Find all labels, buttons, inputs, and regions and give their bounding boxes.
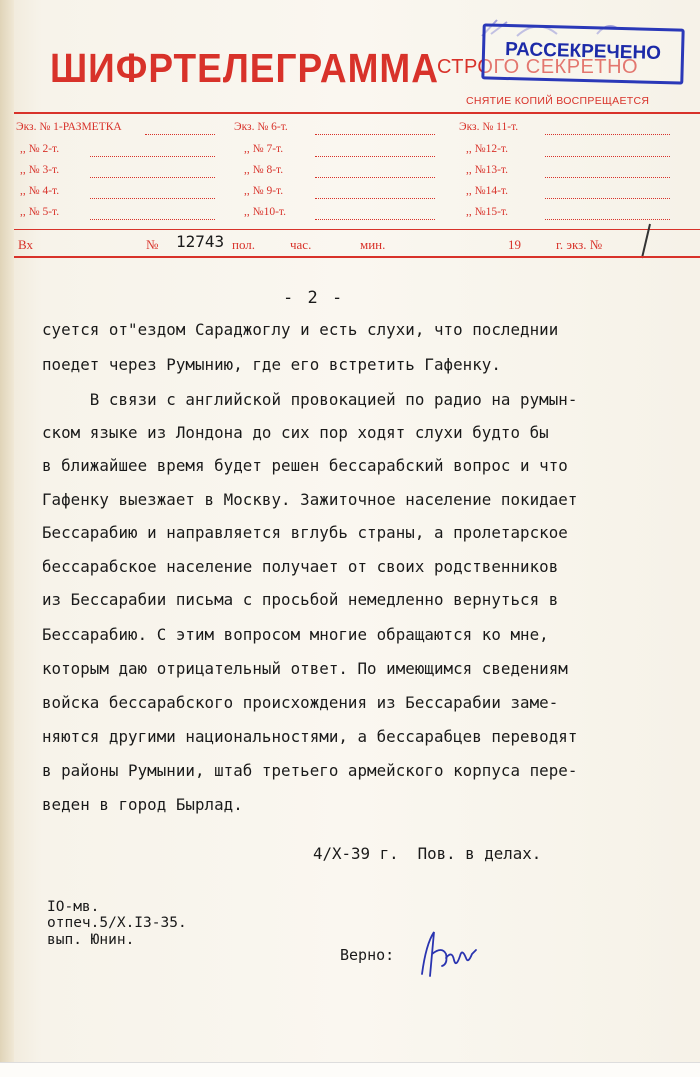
document-title: ШИФРТЕЛЕГРАММА <box>50 45 439 91</box>
distribution-item: ,, № 4-т. <box>20 185 60 197</box>
body-line: Бессарабию и направляется вглубь страны, а пролетарское <box>42 523 568 542</box>
dotted-line <box>90 155 215 157</box>
distribution-item: ,, № 8-т. <box>244 164 284 176</box>
dotted-line <box>315 155 435 157</box>
distribution-item: Экз. № 11-т. <box>459 121 519 133</box>
copy-number-label: г. экз. № <box>556 237 603 252</box>
footer-line: вып. Юнин. <box>47 932 135 948</box>
dotted-line <box>145 133 215 135</box>
body-line: поедет через Румынию, где его встретить Гафенку. <box>42 355 501 374</box>
copy-prohibited-note: СНЯТИЕ КОПИЙ ВОСПРЕЩАЕТСЯ <box>466 95 650 107</box>
number-row-divider <box>14 256 700 258</box>
body-line: в ближайшее время будет решен бессарабский вопрос и что <box>42 456 568 475</box>
body-line: ском языке из Лондона до сих пор ходят слухи будто бы <box>42 423 549 442</box>
body-line: войска бессарабского происхождения из Бессарабии заме- <box>42 693 559 712</box>
distribution-divider <box>14 229 700 230</box>
dotted-line <box>545 176 670 178</box>
header-divider <box>14 112 700 114</box>
distribution-item: ,, № 3-т. <box>20 164 60 176</box>
distribution-item: ,, №14-т. <box>466 185 508 197</box>
dotted-line <box>315 218 435 220</box>
number-sign: № <box>146 237 159 252</box>
telegram-number: 12743 <box>176 232 225 251</box>
body-line: В связи с английской провокацией по радио на румын- <box>42 390 578 409</box>
distribution-item: ,, № 7-т. <box>244 143 284 155</box>
body-line: в районы Румынии, штаб третьего армейского корпуса пере- <box>42 761 578 780</box>
body-line: Гафенку выезжает в Москву. Зажиточное население покидает <box>42 490 578 509</box>
dotted-line <box>545 197 670 199</box>
secrecy-label: СТРОГО СЕКРЕТНО <box>437 56 639 78</box>
year-label: 19 <box>508 237 521 252</box>
body-line: веден в город Бырлад. <box>42 795 243 814</box>
distribution-item: ,, №12-т. <box>466 143 508 155</box>
distribution-item: Экз. № 1-РАЗМЕТКА <box>16 121 122 133</box>
body-line: Бессарабию. С этим вопросом многие обращаются ко мне, <box>42 625 549 644</box>
dotted-line <box>90 218 215 220</box>
minute-label: мин. <box>360 237 386 252</box>
body-line: из Бессарабии письма с просьбой немедленно вернуться в <box>42 590 559 609</box>
distribution-item: ,, №15-т. <box>466 206 508 218</box>
dotted-line <box>545 155 670 157</box>
dotted-line <box>315 176 435 178</box>
dotted-line <box>315 197 435 199</box>
distribution-item: ,, № 5-т. <box>20 206 60 218</box>
hour-label: час. <box>290 237 312 252</box>
page-bottom-edge <box>0 1062 700 1077</box>
verified-label: Верно: <box>340 946 395 964</box>
distribution-item: Экз. № 6-т. <box>234 121 288 133</box>
received-label: пол. <box>232 237 256 252</box>
body-line: суется от"ездом Сараджоглу и есть слухи, что последнии <box>42 320 559 339</box>
distribution-item: ,, № 2-т. <box>20 143 60 155</box>
body-line: няются другими национальностями, а бессарабцев переводят <box>42 727 578 746</box>
incoming-label: Вх <box>18 237 33 252</box>
body-line: которым даю отрицательный ответ. По имеющимся сведениям <box>42 659 568 678</box>
distribution-item: ,, № 9-т. <box>244 185 284 197</box>
paper-edge <box>0 0 14 1076</box>
dotted-line <box>90 176 215 178</box>
body-line: бессарабское население получает от своих родственников <box>42 557 559 576</box>
footer-line: отпеч.5/Х.I3-35. <box>47 915 187 931</box>
distribution-item: ,, №13-т. <box>466 164 508 176</box>
dotted-line <box>315 133 435 135</box>
declassified-stamp: РАССЕКРЕЧЕНО <box>481 23 684 84</box>
dotted-line <box>90 197 215 199</box>
page-number: - 2 - <box>283 288 345 308</box>
date-and-sender: 4/Х-39 г. Пов. в делах. <box>313 844 542 863</box>
handwritten-signature-icon <box>412 924 482 984</box>
distribution-item: ,, №10-т. <box>244 206 286 218</box>
dotted-line <box>545 218 670 220</box>
footer-line: IO-мв. <box>47 899 100 915</box>
dotted-line <box>545 133 670 135</box>
